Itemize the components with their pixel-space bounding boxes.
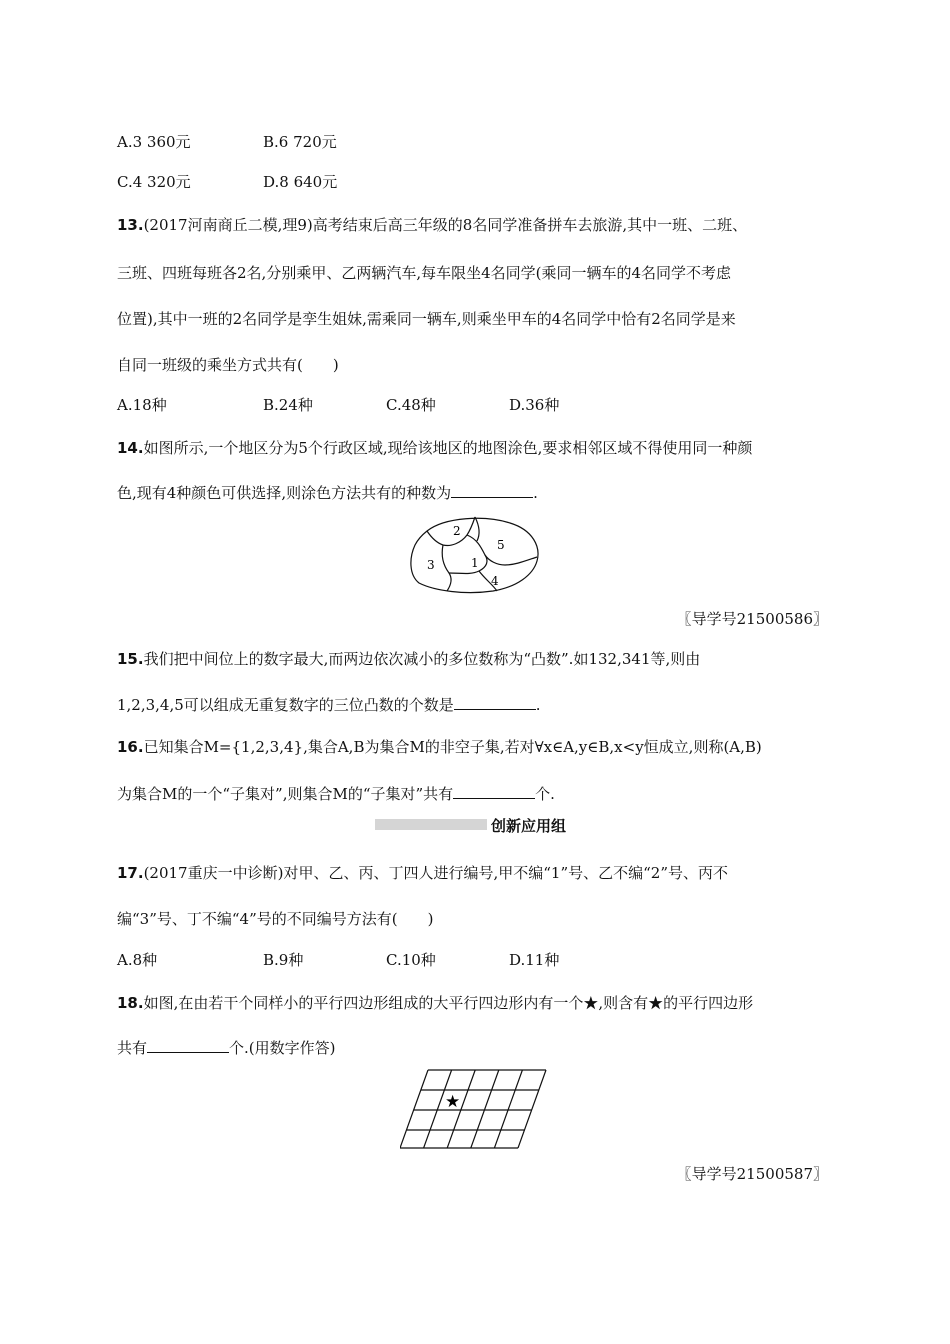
q16-text-2: 为集合M的一个“子集对”,则集合M的“子集对”共有 [117, 785, 454, 803]
q14-text-1: 如图所示,一个地区分为5个行政区域,现给该地区的地图涂色,要求相邻区域不得使用同一种颜 [143, 439, 753, 457]
q12-option-b: B.6 720元 [263, 133, 337, 151]
q13-number: 13. [117, 216, 144, 234]
region-label-1: 1 [471, 556, 479, 570]
q18-text-2-start: 共有 [117, 1039, 148, 1057]
section-title: 创新应用组 [491, 817, 567, 835]
q13-option-d: D.36种 [509, 396, 560, 414]
q18-text-2-end: 个.(用数字作答) [229, 1039, 336, 1057]
q14-answer-blank [451, 483, 533, 498]
region-label-3: 3 [427, 558, 435, 572]
q18-number: 18. [117, 994, 144, 1012]
region-label-2: 2 [453, 524, 461, 538]
q17-option-c: C.10种 [386, 951, 436, 969]
q14-line-2 [117, 482, 538, 503]
q16-text-1: 已知集合M={1,2,3,4},集合A,B为集合M的非空子集,若对∀x∈A,y∈B,x<y恒成立,则称(A,B) [143, 738, 762, 756]
region-map-figure [405, 513, 545, 595]
q12-option-d: D.8 640元 [263, 173, 338, 191]
q18-reference-number: 〖导学号21500587〗 [676, 1165, 828, 1183]
q16-answer-blank [453, 784, 535, 799]
q16-line-1 [117, 736, 762, 757]
q15-line-1 [117, 648, 700, 669]
q12-option-c: C.4 320元 [117, 173, 191, 191]
q16-text-2-end: 个. [535, 785, 555, 803]
q15-text-2: 1,2,3,4,5可以组成无重复数字的三位凸数的个数是 [117, 696, 454, 714]
q17-number: 17. [117, 864, 144, 882]
q17-option-a: A.8种 [117, 951, 158, 969]
q14-reference-number: 〖导学号21500586〗 [676, 610, 828, 628]
q14-text-2-end: . [533, 484, 538, 502]
star-icon: ★ [445, 1092, 461, 1112]
q16-number: 16. [117, 738, 144, 756]
section-header [375, 815, 585, 835]
q17-option-b: B.9种 [263, 951, 304, 969]
q13-option-b: B.24种 [263, 396, 313, 414]
q18-line-2 [117, 1037, 336, 1058]
q13-line-2: 三班、四班每班各2名,分别乘甲、乙两辆汽车,每车限坐4名同学(乘同一辆车的4名同学不考虑 [117, 264, 732, 282]
q15-number: 15. [117, 650, 144, 668]
q18-line-1 [117, 992, 753, 1013]
q13-line-3: 位置),其中一班的2名同学是孪生姐妹,需乘同一辆车,则乘坐甲车的4名同学中恰有2名同学是来 [117, 310, 736, 328]
q15-text-2-end: . [535, 696, 541, 714]
q15-text-1: 我们把中间位上的数字最大,而两边依次减小的多位数称为“凸数”.如132,341等,则由 [143, 650, 701, 668]
region-label-5: 5 [497, 538, 505, 552]
q13-line-4: 自同一班级的乘坐方式共有( ) [117, 356, 339, 374]
q13-option-a: A.18种 [117, 396, 167, 414]
q13-line-1 [117, 214, 747, 235]
q15-answer-blank [454, 695, 536, 710]
q15-line-2 [117, 694, 541, 715]
q17-text-1: (2017重庆一中诊断)对甲、乙、丙、丁四人进行编号,甲不编“1”号、乙不编“2”号、丙不 [143, 864, 728, 882]
q16-line-2 [117, 783, 555, 804]
q14-number: 14. [117, 439, 144, 457]
section-header-bar [375, 819, 487, 830]
q18-answer-blank [147, 1038, 229, 1053]
q17-option-d: D.11种 [509, 951, 560, 969]
region-label-4: 4 [491, 574, 499, 588]
q14-line-1 [117, 437, 752, 458]
q12-option-a: A.3 360元 [117, 133, 191, 151]
q14-text-2: 色,现有4种颜色可供选择,则涂色方法共有的种数为 [117, 484, 452, 502]
q13-text-1: (2017河南商丘二模,理9)高考结束后高三年级的8名同学准备拼车去旅游,其中一班、二班、 [143, 216, 748, 234]
parallelogram-grid-figure [400, 1068, 550, 1150]
q18-text-1: 如图,在由若干个同样小的平行四边形组成的大平行四边形内有一个★,则含有★的平行四边形 [143, 994, 754, 1012]
q17-line-2: 编“3”号、丁不编“4”号的不同编号方法有( ) [117, 910, 434, 928]
q17-line-1 [117, 862, 728, 883]
q13-option-c: C.48种 [386, 396, 436, 414]
